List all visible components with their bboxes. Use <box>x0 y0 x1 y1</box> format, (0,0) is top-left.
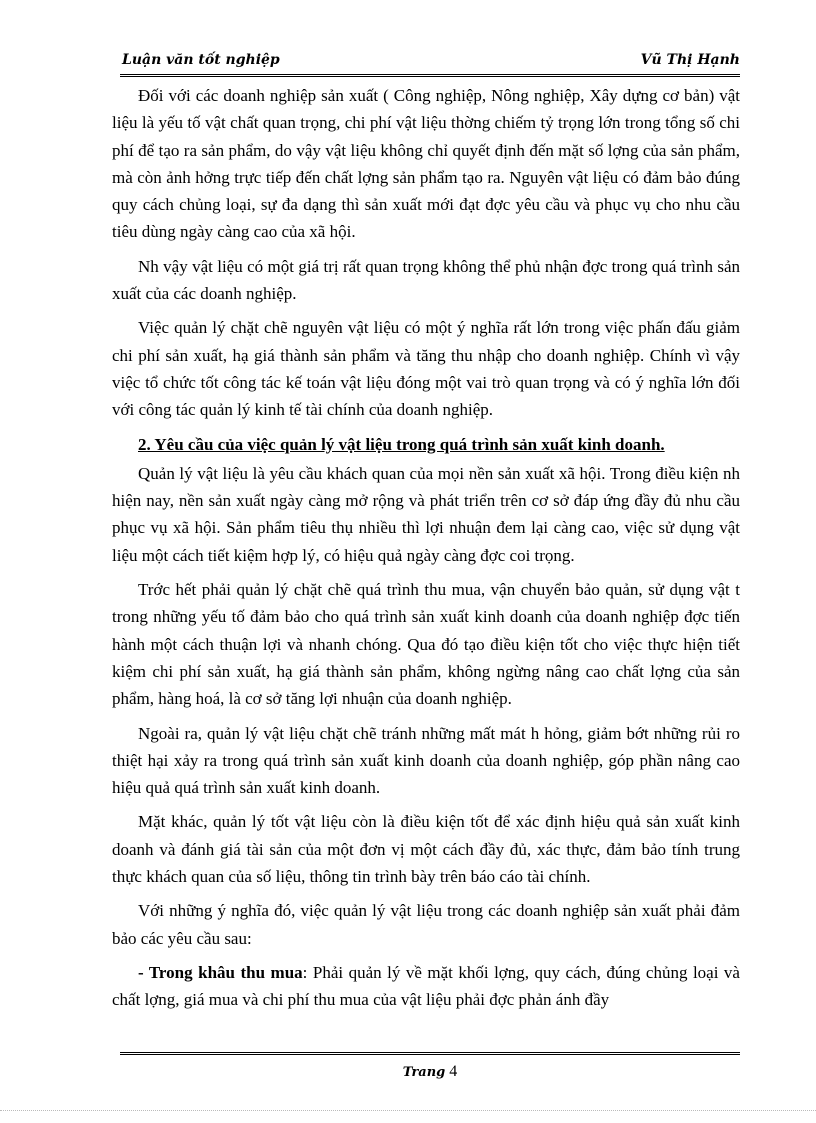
list-item-label: - Trong khâu thu mua <box>138 962 303 982</box>
section-heading: 2. Yêu cầu của việc quản lý vật liệu trong quá trình sản xuất kinh doanh. <box>138 434 665 454</box>
paragraph: Ngoài ra, quản lý vật liệu chặt chẽ tránh những mất mát h hỏng, giảm bớt những rủi ro thiệt hại xảy ra trong quá trình sản xuất kinh doanh của doanh nghiệp, góp phần nâng cao hiệu quả quá trình sản xuất kinh doanh. <box>112 723 740 798</box>
page-header <box>120 48 740 77</box>
paragraph: Quản lý vật liệu là yêu cầu khách quan của mọi nền sản xuất xã hội. Trong điều kiện nh hiện nay, nền sản xuất ngày càng mở rộng và phát triển trên cơ sở đáp ứng đầy đủ nhu cầu phục vụ xã hội. Sản phẩm tiêu thụ nhiều thì lợi nhuận đem lại càng cao, việc sử dụng vật liệu một cách tiết kiệm hợp lý, có hiệu quả ngày càng đợc coi trọng. <box>112 463 740 565</box>
page-footer <box>120 1052 740 1083</box>
page-bottom-divider <box>0 1110 816 1111</box>
body-text <box>112 82 740 1014</box>
paragraph: Với những ý nghĩa đó, việc quản lý vật liệu trong các doanh nghiệp sản xuất phải đảm bảo các yêu cầu sau: <box>112 901 740 948</box>
header-author-name: Vũ Thị Hạnh <box>640 52 740 68</box>
header-thesis-label: Luận văn tốt nghiệp <box>122 52 280 68</box>
paragraph: Việc quản lý chặt chẽ nguyên vật liệu có một ý nghĩa rất lớn trong việc phấn đấu giảm chi phí sản xuất, hạ giá thành sản phẩm và tăng thu nhập cho doanh nghiệp. Chính vì vậy việc tổ chức tốt công tác kế toán vật liệu đóng một vai trò quan trọng và có ý nghĩa lớn đối với công tác quản lý kinh tế tài chính của doanh nghiệp. <box>112 318 740 420</box>
page-number-line <box>120 1063 740 1081</box>
paragraph: Nh vậy vật liệu có một giá trị rất quan trọng không thể phủ nhận đợc trong quá trình sản xuất của các doanh nghiệp. <box>112 256 740 304</box>
list-item <box>112 959 740 1014</box>
list-item-text: : Phải quản lý về mặt khối lợng, quy cách, đúng chủng loại và chất lợng, giá mua và chi phí thu mua của vật liệu phải đợc phản ánh đầy <box>112 962 740 1010</box>
paragraph: Trớc hết phải quản lý chặt chẽ quá trình thu mua, vận chuyển bảo quản, sử dụng vật t trong những yếu tố đảm bảo cho quá trình sản xuất kinh doanh của doanh nghiệp đợc tiến hành một cách thuận lợi và nhanh chóng. Qua đó tạo điều kiện tốt cho việc thực hiện tiết kiệm chi phí sản xuất, hạ giá thành sản phẩm, không ngừng nâng cao chất lợng của sản phẩm, hàng hoá, là cơ sở tăng lợi nhuận của doanh nghiệp. <box>112 580 740 709</box>
page-number: 4 <box>449 1063 458 1080</box>
paragraph: Đối với các doanh nghiệp sản xuất ( Công nghiệp, Nông nghiệp, Xây dựng cơ bản) vật liệu là yếu tố vật chất quan trọng, chi phí vật liệu thờng chiếm tỷ trọng lớn trong tổng số chi phí để tạo ra sản phẩm, do vậy vật liệu không chỉ quyết định đến mặt số lợng của sản phẩm, mà còn ảnh hởng trực tiếp đến chất lợng sản phẩm tạo ra. Nguyên vật liệu có đảm bảo đúng quy cách chủng loại, sự đa dạng thì sản xuất mới đạt đợc yêu cầu và phục vụ cho nhu cầu tiêu dùng ngày càng cao của xã hội. <box>112 86 740 242</box>
page-label: Trang <box>402 1065 446 1080</box>
paragraph: Mặt khác, quản lý tốt vật liệu còn là điều kiện tốt để xác định hiệu quả sản xuất kinh doanh và đánh giá tài sản của một đơn vị một cách đầy đủ, xác thực, đảm bảo tính trung thực khách quan của số liệu, thông tin trình bày trên báo cáo tài chính. <box>112 812 740 887</box>
